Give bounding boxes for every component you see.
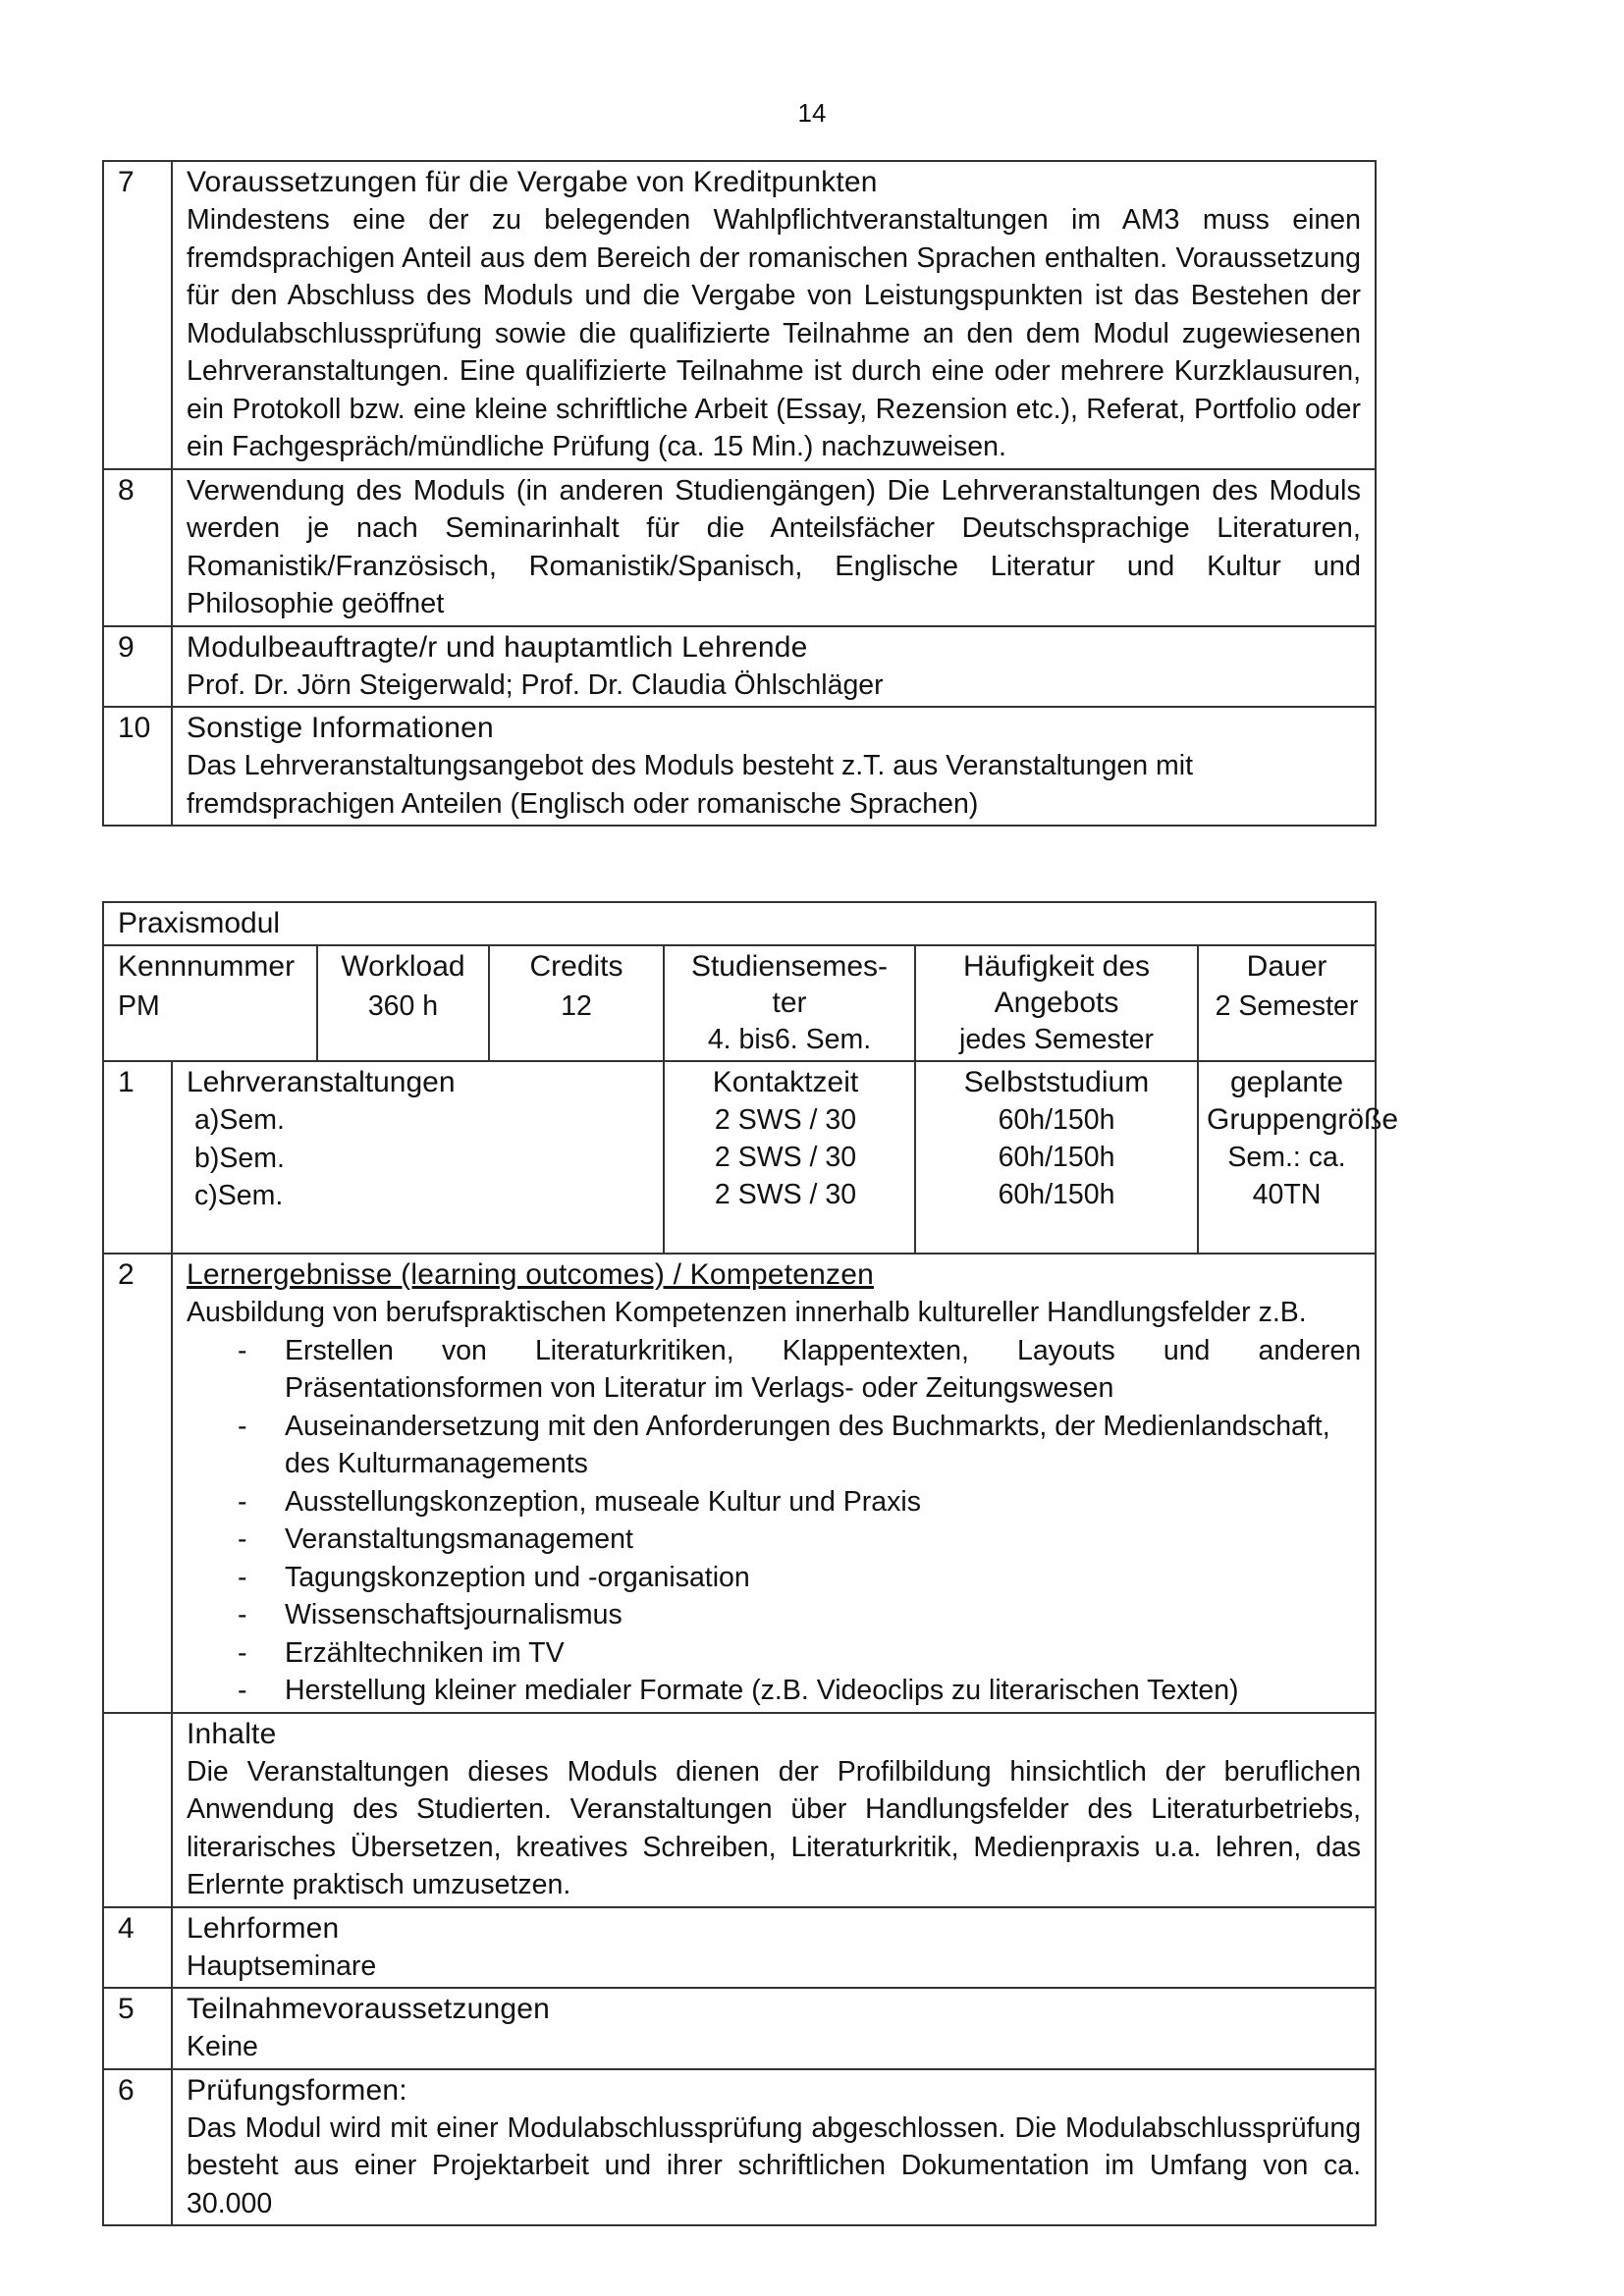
exam-forms-heading: Prüfungsformen: — [187, 2073, 407, 2107]
table-row — [103, 707, 1376, 826]
learning-outcomes-heading: Lernergebnisse (learning outcomes) / Kompetenzen — [187, 1258, 874, 1291]
section-text-line: fremdsprachigen Anteilen (Englisch oder romanische Sprachen) — [187, 787, 979, 820]
row-number: 9 — [103, 626, 172, 708]
section-heading: Voraussetzungen für die Vergabe von Kreditpunkten — [187, 166, 878, 198]
row-number — [103, 1713, 172, 1907]
module-header-row — [103, 945, 1376, 1061]
row-number: 6 — [103, 2069, 172, 2226]
list-item — [187, 1483, 1361, 1522]
section-text-line: Das Lehrveranstaltungsangebot des Moduls besteht z.T. aus Veranstaltungen mit — [187, 750, 1194, 781]
list-item — [187, 1408, 1361, 1483]
dash-bullet: - — [238, 1599, 247, 1630]
competence-list — [187, 1332, 1361, 1710]
row-content — [172, 161, 1376, 469]
list-item — [187, 1672, 1361, 1710]
contents-text: Die Veranstaltungen dieses Moduls dienen der Profilbildung hinsichtlich der beruflichen Anwendung des Studierten. Veranstaltungen über Handlungsfelder des Literaturbetriebs, literarisches Übersetzen, kreatives Schreiben, Literaturkritik, Medienpraxis u.a. lehren, das Erlernte praktisch umzusetzen. — [187, 1755, 1362, 1900]
courses-cell — [172, 1061, 664, 1254]
exam-forms-cell — [172, 2069, 1376, 2226]
row-number: 8 — [103, 469, 172, 626]
table-row — [103, 626, 1376, 708]
contents-row — [103, 1713, 1376, 1907]
kennnummer-label: Kennnummer — [118, 950, 296, 983]
semester-label-continued: ter — [772, 987, 807, 1019]
row-number: 5 — [103, 1988, 172, 2069]
row-content — [172, 469, 1376, 626]
row-number: 1 — [103, 1061, 172, 1254]
exam-forms-text: Das Modul wird mit einer Modulabschlussprüfung abgeschlossen. Die Modulabschlussprüfung besteht aus einer Projektarbeit und ihrer schriftlichen Dokumentation im Umfang von ca. 30.000 — [187, 2111, 1362, 2219]
semester-label: Studiensemes- — [690, 950, 889, 983]
section-heading: Sonstige Informationen — [187, 712, 494, 744]
table-row — [103, 469, 1376, 626]
list-item — [187, 1521, 1361, 1559]
credits-label: Credits — [529, 950, 623, 983]
prerequisites-text: Keine — [187, 2031, 258, 2062]
row-content — [172, 626, 1376, 708]
duration-value: 2 Semester — [1215, 990, 1359, 1022]
row-number: 10 — [103, 707, 172, 826]
teaching-forms-row — [103, 1907, 1376, 1989]
prerequisites-heading: Teilnahmevoraussetzungen — [187, 1993, 551, 2025]
frequency-cell — [915, 945, 1198, 1061]
contents-cell — [172, 1713, 1376, 1907]
group-size-cell — [1198, 1061, 1399, 1254]
self-study-value: 60h/150h — [998, 1179, 1115, 1210]
module-title-row — [103, 902, 1376, 945]
dash-bullet: - — [238, 1410, 247, 1442]
self-study-label: Selbststudium — [963, 1066, 1150, 1098]
workload-label: Workload — [341, 950, 465, 983]
list-item — [187, 1332, 1361, 1408]
prerequisites-row — [103, 1988, 1376, 2069]
teaching-forms-cell — [172, 1907, 1376, 1989]
contents-heading: Inhalte — [187, 1717, 277, 1750]
prerequisites-cell — [172, 1988, 1376, 2069]
frequency-label: Häufigkeit des — [962, 950, 1151, 983]
frequency-value: jedes Semester — [958, 1024, 1154, 1055]
module-continuation-table — [102, 160, 1377, 827]
list-item-text: Auseinandersetzung mit den Anforderungen des Buchmarkts, der Medienlandschaft, des Kulturmanagements — [285, 1410, 1330, 1479]
table-row — [103, 161, 1376, 469]
kennnummer-cell — [103, 945, 317, 1061]
teaching-forms-heading: Lehrformen — [187, 1911, 340, 1945]
credits-cell — [489, 945, 664, 1061]
contact-time-cell — [664, 1061, 915, 1254]
learning-outcomes-intro: Ausbildung von berufspraktischen Kompetenzen innerhalb kultureller Handlungsfelder z.B. — [187, 1297, 1307, 1328]
group-size-label: geplante — [1229, 1066, 1344, 1098]
list-item-text: Tagungskonzeption und -organisation — [285, 1561, 750, 1593]
list-item-text: Ausstellungskonzeption, museale Kultur und Praxis — [285, 1485, 921, 1518]
learning-outcomes-cell — [172, 1254, 1376, 1713]
list-item-text: Veranstaltungsmanagement — [285, 1523, 633, 1555]
exam-forms-row — [103, 2069, 1376, 2226]
dash-bullet: - — [238, 1485, 247, 1518]
contact-time-value: 2 SWS / 30 — [714, 1179, 857, 1210]
frequency-label-continued: Angebots — [994, 987, 1119, 1019]
workload-value: 360 h — [367, 990, 439, 1022]
row-number: 4 — [103, 1907, 172, 1989]
row-content — [172, 707, 1376, 826]
list-item-text: Wissenschaftsjournalismus — [285, 1599, 623, 1630]
dash-bullet: - — [238, 1675, 247, 1706]
contact-time-label: Kontaktzeit — [712, 1066, 859, 1098]
list-item — [187, 1559, 1361, 1597]
course-item: a)Sem. — [194, 1104, 285, 1136]
list-item-text: Herstellung kleiner medialer Formate (z.B. Videoclips zu literarischen Texten) — [285, 1675, 1239, 1706]
courses-label: Lehrveranstaltungen — [187, 1066, 456, 1098]
dash-bullet: - — [238, 1523, 247, 1555]
praxismodul-table — [102, 901, 1399, 2226]
teaching-forms-text: Hauptseminare — [187, 1949, 377, 1982]
row-number: 7 — [103, 161, 172, 469]
duration-label: Dauer — [1246, 950, 1327, 983]
section-heading: Modulbeauftragte/r und hauptamtlich Lehrende — [187, 630, 808, 664]
section-text: Mindestens eine der zu belegenden Wahlpflichtveranstaltungen im AM3 muss einen fremdsprachigen Anteil aus dem Bereich der romanischen Sprachen enthalten. Voraussetzung für den Abschluss des Moduls und die Vergabe von Leistungspunkten ist das Bestehen der Modulabschlussprüfung sowie die qualifizierte Teilnahme an den dem Modul zugewiesenen Lehrveranstaltungen. Eine qualifizierte Teilnahme ist durch eine oder mehrere Kurzklausuren, ein Protokoll bzw. eine kleine schriftliche Arbeit (Essay, Rezension etc.), Referat, Portfolio oder ein Fachgespräch/mündliche Prüfung (ca. 15 Min.) nachzuweisen. — [187, 204, 1361, 462]
group-size-label-continued: Gruppengröße — [1207, 1103, 1399, 1136]
duration-cell — [1198, 945, 1376, 1061]
module-title: Praxismodul — [103, 902, 1376, 945]
kennnummer-value: PM — [118, 990, 160, 1022]
list-item — [187, 1596, 1361, 1634]
dash-bullet: - — [238, 1636, 247, 1669]
list-item-text: Erstellen von Literaturkritiken, Klappentexten, Layouts und anderen Präsentationsformen von Literatur im Verlags- oder Zeitungswesen — [285, 1334, 1362, 1404]
list-item-text: Erzähltechniken im TV — [285, 1636, 565, 1669]
courses-row — [103, 1061, 1376, 1254]
section-text: Verwendung des Moduls (in anderen Studiengängen) Die Lehrveranstaltungen des Moduls werden je nach Seminarinhalt für die Anteilsfächer Deutschsprachige Literaturen, Romanistik/Französisch, Romanistik/Spanisch, Englische Literatur und Kultur und Philosophie geöffnet — [187, 474, 1361, 619]
course-item: b)Sem. — [194, 1142, 285, 1174]
contact-time-value: 2 SWS / 30 — [714, 1104, 857, 1136]
page-number: 14 — [797, 98, 827, 128]
dash-bullet: - — [238, 1334, 247, 1366]
self-study-cell — [915, 1061, 1198, 1254]
list-item — [187, 1634, 1361, 1673]
learning-outcomes-row — [103, 1254, 1376, 1713]
workload-cell — [317, 945, 489, 1061]
course-item: c)Sem. — [194, 1180, 284, 1211]
row-number: 2 — [103, 1254, 172, 1713]
self-study-value: 60h/150h — [998, 1104, 1115, 1136]
dash-bullet: - — [238, 1561, 247, 1593]
self-study-value: 60h/150h — [998, 1142, 1115, 1173]
credits-value: 12 — [561, 990, 592, 1022]
group-size-value: Sem.: ca. 40TN — [1227, 1142, 1346, 1210]
section-text: Prof. Dr. Jörn Steigerwald; Prof. Dr. Claudia Öhlschläger — [187, 668, 884, 701]
contact-time-value: 2 SWS / 30 — [714, 1142, 857, 1173]
semester-value: 4. bis6. Sem. — [707, 1024, 872, 1055]
semester-cell — [664, 945, 915, 1061]
